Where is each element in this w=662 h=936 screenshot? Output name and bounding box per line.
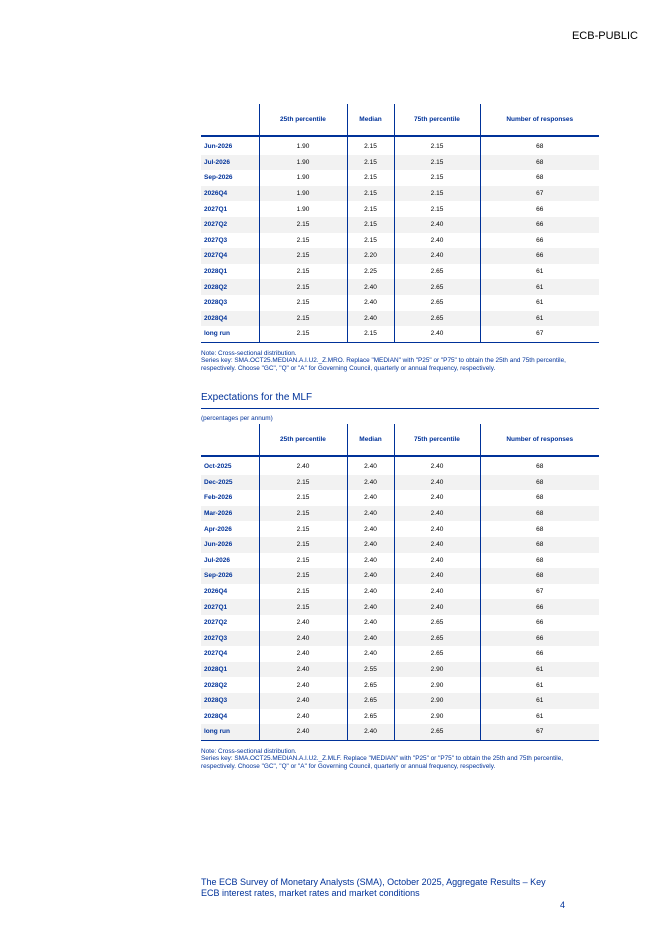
table-cell: 2.15: [394, 170, 480, 186]
table-row: [201, 506, 599, 522]
table-cell: 2.90: [394, 693, 480, 709]
table-cell: 2.15: [259, 264, 347, 280]
table-cell: 2.15: [259, 568, 347, 584]
table-cell: 2.40: [259, 646, 347, 662]
table-cell: 67: [480, 584, 599, 600]
table-row: [201, 295, 599, 311]
table-cell: 2.15: [259, 537, 347, 553]
table-cell: 2.65: [394, 646, 480, 662]
table-row: [201, 615, 599, 631]
table-cell: 66: [480, 615, 599, 631]
table-cell: 2.40: [347, 490, 394, 506]
table-cell: 61: [480, 662, 599, 678]
table-cell: 2.15: [347, 217, 394, 233]
table-cell: 2.15: [259, 248, 347, 264]
table-cell: 67: [480, 724, 599, 740]
table-cell: 2.15: [347, 326, 394, 342]
table-cell: 2.40: [347, 599, 394, 615]
table-cell: 2.40: [347, 537, 394, 553]
table-cell: 2.40: [394, 568, 480, 584]
table-cell: 2.40: [347, 295, 394, 311]
row-label: long run: [201, 724, 259, 740]
row-label: 2027Q1: [201, 599, 259, 615]
table-cell: 2.15: [347, 186, 394, 202]
table-cell: 2.40: [347, 506, 394, 522]
table-cell: 2.65: [394, 615, 480, 631]
table-row: [201, 311, 599, 327]
table-row: [201, 662, 599, 678]
table-row: [201, 521, 599, 537]
row-label: Mar-2026: [201, 506, 259, 522]
row-label: 2026Q4: [201, 186, 259, 202]
table-cell: 2.65: [394, 631, 480, 647]
footer-title-line2: ECB interest rates, market rates and market conditions: [201, 888, 420, 898]
column-header: Median: [347, 104, 394, 136]
column-header-period: [201, 424, 259, 456]
section-subtitle: (percentages per annum): [201, 415, 273, 422]
table-cell: 61: [480, 264, 599, 280]
table-cell: 2.65: [394, 279, 480, 295]
table-cell: 2.15: [259, 233, 347, 249]
table-row: [201, 553, 599, 569]
table-cell: 66: [480, 599, 599, 615]
row-label: Jul-2026: [201, 155, 259, 171]
column-header: 75th percentile: [394, 424, 480, 456]
table-cell: 2.40: [394, 537, 480, 553]
table-cell: 1.90: [259, 186, 347, 202]
table-cell: 66: [480, 248, 599, 264]
table-cell: 2.40: [394, 217, 480, 233]
table-row: [201, 456, 599, 475]
table-cell: 2.15: [259, 584, 347, 600]
table-cell: 2.40: [259, 677, 347, 693]
row-label: Apr-2026: [204, 525, 232, 533]
table-cell: 2.25: [347, 264, 394, 280]
row-label: 2028Q4: [204, 712, 228, 720]
table-cell: 2.65: [347, 709, 394, 725]
table-cell: 2.40: [347, 475, 394, 491]
table-cell: 2.40: [394, 553, 480, 569]
note-line: Note: Cross-sectional distribution.: [201, 747, 297, 755]
column-header-period: [201, 104, 259, 136]
table-cell: 2.40: [259, 693, 347, 709]
row-label: 2026Q4: [204, 588, 228, 596]
table-cell: 2.40: [394, 506, 480, 522]
table-cell: 2.65: [394, 724, 480, 740]
table-cell: 2.40: [347, 615, 394, 631]
row-label: 2028Q1: [201, 662, 259, 678]
table-row: [201, 709, 599, 725]
table-row: [201, 155, 599, 171]
table-cell: 2.15: [394, 201, 480, 217]
table-cell: 2.15: [347, 233, 394, 249]
column-header: 25th percentile: [259, 424, 347, 456]
table-row: [201, 475, 599, 491]
table-cell: 2.40: [259, 662, 347, 678]
row-label: 2028Q2: [204, 681, 228, 689]
table-row: [201, 490, 599, 506]
row-label: 2027Q3: [204, 236, 228, 244]
table-cell: 2.40: [259, 724, 347, 740]
table-cell: 2.40: [347, 584, 394, 600]
table-cell: 2.15: [259, 521, 347, 537]
row-label: Jun-2026: [204, 143, 233, 151]
table-cell: 2.40: [394, 490, 480, 506]
mro-expectations-section: [201, 104, 599, 373]
table-cell: 2.15: [394, 186, 480, 202]
table-cell: 2.15: [347, 155, 394, 171]
page-footer: [201, 877, 599, 899]
table-row: [201, 631, 599, 647]
table-cell: 2.40: [394, 248, 480, 264]
mro-table-note: [201, 350, 599, 373]
table-cell: 66: [480, 201, 599, 217]
table-row: [201, 568, 599, 584]
table-row: [201, 217, 599, 233]
table-cell: 2.15: [347, 136, 394, 155]
table-cell: 1.90: [259, 201, 347, 217]
table-cell: 2.40: [394, 584, 480, 600]
table-row: [201, 724, 599, 740]
mlf-table-note: [201, 748, 599, 771]
table-cell: 2.20: [347, 248, 394, 264]
table-cell: 2.15: [259, 490, 347, 506]
table-row: [201, 326, 599, 342]
table-cell: 2.40: [394, 521, 480, 537]
table-cell: 68: [480, 490, 599, 506]
table-cell: 2.15: [394, 136, 480, 155]
table-cell: 2.15: [347, 170, 394, 186]
row-label: Oct-2025: [204, 463, 232, 471]
note-line: Series key: SMA.OCT25.MEDIAN.A.I.U2._Z.MRO. Replace "MEDIAN" with "P25" or "P75" to obtain the 25th and 75th percentile,: [201, 357, 566, 365]
table-row: [201, 136, 599, 155]
row-label: 2027Q4: [201, 248, 259, 264]
table-cell: 2.40: [394, 475, 480, 491]
table-row: [201, 279, 599, 295]
row-label: 2027Q2: [201, 217, 259, 233]
row-label: 2028Q1: [204, 268, 228, 276]
table-row: [201, 248, 599, 264]
table-header-row: [201, 424, 599, 456]
note-line: respectively. Choose "GC", "Q" or "A" for Governing Council, quarterly or annual frequency, respectively.: [201, 364, 496, 372]
table-row: [201, 264, 599, 280]
table-cell: 1.90: [259, 155, 347, 171]
table-cell: 2.65: [347, 693, 394, 709]
table-cell: 2.15: [259, 475, 347, 491]
table-cell: 2.40: [347, 456, 394, 475]
table-cell: 68: [480, 537, 599, 553]
row-label: Sep-2026: [204, 174, 233, 182]
table-cell: 2.40: [347, 646, 394, 662]
table-cell: 2.55: [347, 662, 394, 678]
column-header: Number of responses: [480, 104, 599, 136]
table-cell: 68: [480, 521, 599, 537]
table-cell: 2.40: [394, 233, 480, 249]
table-cell: 1.90: [259, 136, 347, 155]
section-title: Expectations for the MLF: [201, 392, 599, 409]
table-cell: 68: [480, 136, 599, 155]
table-cell: 2.40: [394, 326, 480, 342]
table-cell: 2.15: [259, 295, 347, 311]
table-row: [201, 646, 599, 662]
column-header: Median: [347, 424, 394, 456]
table-cell: 2.15: [259, 506, 347, 522]
row-label: 2028Q4: [201, 311, 259, 327]
mro-table: [201, 104, 599, 343]
mlf-table: [201, 424, 599, 741]
row-label: 2027Q4: [204, 650, 228, 658]
table-cell: 2.90: [394, 677, 480, 693]
table-cell: 2.40: [259, 631, 347, 647]
row-label: 2028Q2: [201, 279, 259, 295]
table-cell: 68: [480, 568, 599, 584]
table-cell: 2.40: [347, 521, 394, 537]
table-row: [201, 170, 599, 186]
row-label: Feb-2026: [204, 494, 233, 502]
table-cell: 61: [480, 311, 599, 327]
table-cell: 68: [480, 170, 599, 186]
table-cell: 2.90: [394, 709, 480, 725]
table-cell: 68: [480, 155, 599, 171]
table-cell: 2.15: [394, 155, 480, 171]
table-row: [201, 537, 599, 553]
row-label: Sep-2026: [201, 568, 259, 584]
row-label: 2027Q3: [201, 631, 259, 647]
table-cell: 68: [480, 475, 599, 491]
footer-title-line1: The ECB Survey of Monetary Analysts (SMA), October 2025, Aggregate Results – Key: [201, 877, 546, 887]
table-cell: 2.90: [394, 662, 480, 678]
table-cell: 2.15: [259, 279, 347, 295]
note-line: Note: Cross-sectional distribution.: [201, 349, 297, 357]
column-header: 75th percentile: [394, 104, 480, 136]
table-cell: 68: [480, 506, 599, 522]
row-label: Jul-2026: [204, 556, 231, 564]
table-row: [201, 186, 599, 202]
table-cell: 2.15: [259, 553, 347, 569]
table-cell: 68: [480, 553, 599, 569]
table-cell: 61: [480, 677, 599, 693]
column-header: 25th percentile: [259, 104, 347, 136]
table-cell: 2.40: [259, 456, 347, 475]
classification-label: ECB-PUBLIC: [571, 30, 638, 42]
page-number: 4: [560, 900, 566, 910]
table-cell: 61: [480, 709, 599, 725]
row-label: Jun-2026: [201, 537, 259, 553]
table-cell: 68: [480, 456, 599, 475]
table-cell: 2.40: [347, 311, 394, 327]
table-cell: 2.40: [394, 456, 480, 475]
row-label: 2027Q2: [204, 619, 228, 627]
table-cell: 2.40: [347, 631, 394, 647]
table-cell: 2.15: [259, 326, 347, 342]
table-cell: 2.65: [394, 311, 480, 327]
row-label: long run: [201, 326, 259, 342]
row-label: 2028Q3: [204, 299, 228, 307]
table-cell: 67: [480, 186, 599, 202]
table-cell: 67: [480, 326, 599, 342]
table-row: [201, 677, 599, 693]
table-row: [201, 599, 599, 615]
note-line: respectively. Choose "GC", "Q" or "A" for Governing Council, quarterly or annual frequency, respectively.: [201, 762, 496, 770]
table-cell: 61: [480, 693, 599, 709]
table-cell: 2.40: [259, 709, 347, 725]
table-cell: 2.65: [347, 677, 394, 693]
table-cell: 66: [480, 646, 599, 662]
table-row: [201, 233, 599, 249]
row-label: 2027Q1: [204, 205, 228, 213]
table-cell: 2.40: [347, 724, 394, 740]
table-header-row: [201, 104, 599, 136]
table-cell: 2.15: [347, 201, 394, 217]
table-cell: 2.40: [394, 599, 480, 615]
table-cell: 2.65: [394, 264, 480, 280]
table-cell: 66: [480, 233, 599, 249]
table-row: [201, 584, 599, 600]
table-cell: 2.40: [347, 279, 394, 295]
table-cell: 2.40: [259, 615, 347, 631]
table-cell: 66: [480, 217, 599, 233]
table-cell: 61: [480, 279, 599, 295]
row-label: 2028Q3: [201, 693, 259, 709]
table-cell: 1.90: [259, 170, 347, 186]
note-line: Series key: SMA.OCT25.MEDIAN.A.I.U2._Z.MLF. Replace "MEDIAN" with "P25" or "P75" to obtain the 25th and 75th percentile,: [201, 755, 564, 763]
table-cell: 61: [480, 295, 599, 311]
table-cell: 2.15: [259, 311, 347, 327]
row-label: Dec-2025: [201, 475, 259, 491]
column-header: Number of responses: [480, 424, 599, 456]
table-row: [201, 201, 599, 217]
table-cell: 2.40: [347, 553, 394, 569]
mlf-expectations-section: [201, 392, 599, 770]
table-cell: 2.40: [347, 568, 394, 584]
table-cell: 66: [480, 631, 599, 647]
table-cell: 2.15: [259, 217, 347, 233]
table-cell: 2.65: [394, 295, 480, 311]
table-cell: 2.15: [259, 599, 347, 615]
table-row: [201, 693, 599, 709]
